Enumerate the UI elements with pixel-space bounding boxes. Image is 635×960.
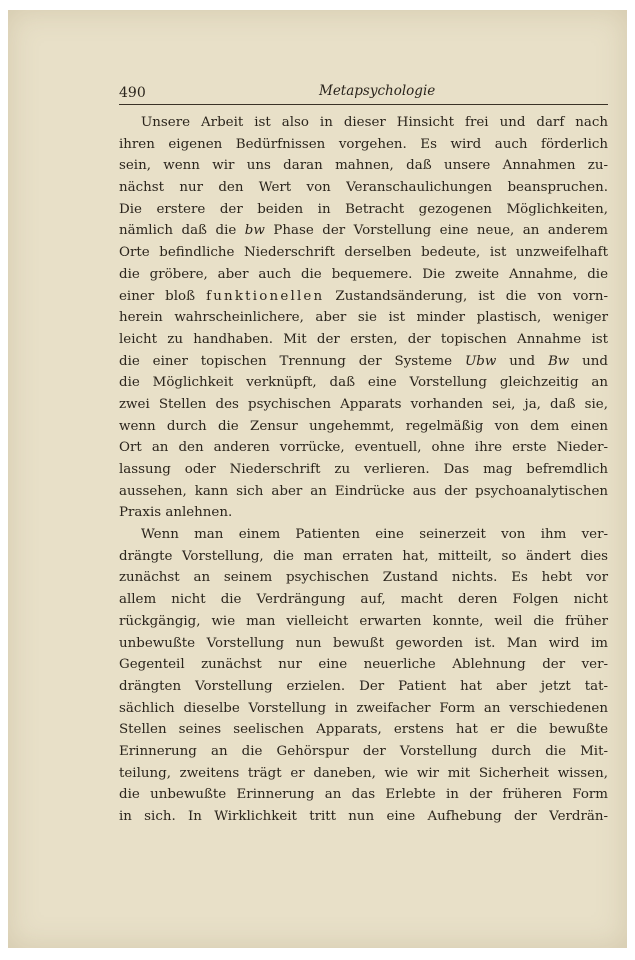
text-line: zunächst an seinem psychischen Zustand nichts. Es hebt vor	[119, 570, 608, 586]
text-line	[119, 351, 608, 373]
text-line	[119, 286, 608, 308]
text-line: unbewußte Vorstellung nun bewußt geworden ist. Man wird im	[119, 635, 608, 651]
text-line: Ort an den anderen vorrücke, eventuell, ohne ihre erste Nieder-	[119, 440, 608, 456]
text-line: leicht zu handhaben. Mit der ersten, der topischen Annahme ist	[119, 331, 608, 347]
text-line: Orte befindliche Niederschrift derselben bedeute, ist unzweifelhaft	[119, 245, 608, 261]
text-line: Erinnerung an die Gehörspur der Vorstellung durch die Mit-	[119, 743, 608, 759]
text-line: rückgängig, wie man vielleicht erwarten konnte, weil die früher	[119, 613, 608, 629]
text-line	[119, 220, 608, 242]
spaced-term: funktionellen	[206, 288, 325, 304]
italic-term: Bw	[547, 353, 570, 369]
text-line: lassung oder Niederschrift zu verlieren. Das mag befremdlich	[119, 462, 608, 477]
text-segment: Phase der Vorstellung eine neue, an anderem	[264, 223, 608, 239]
text-line: drängte Vorstellung, die man erraten hat, mitteilt, so ändert dies	[119, 548, 608, 564]
text-line: Praxis anlehnen.	[119, 505, 233, 521]
book-page	[8, 10, 627, 948]
paragraph-1	[119, 112, 608, 524]
text-line: allem nicht die Verdrängung auf, macht deren Folgen nicht	[119, 592, 608, 608]
text-line: die Möglichkeit verknüpft, daß eine Vorstellung gleichzeitig an	[119, 375, 608, 391]
text-line: nächst nur den Wert von Veranschaulichungen beanspruchen.	[119, 180, 608, 196]
text-line: drängten Vorstellung erzielen. Der Patient hat aber jetzt tat-	[119, 678, 608, 694]
text-segment: Zustandsänderung, ist die von vorn-	[324, 288, 609, 304]
text-segment: einer bloß	[119, 288, 207, 304]
text-line: sein, wenn wir uns daran mahnen, daß unsere Annahmen zu-	[119, 158, 608, 174]
text-line: die unbewußte Erinnerung an das Erlebte in der früheren Form	[119, 787, 608, 803]
text-line: Die erstere der beiden in Betracht gezogenen Möglichkeiten,	[119, 201, 608, 217]
text-line: Stellen seines seelischen Apparats, erstens hat er die bewußte	[119, 722, 608, 738]
page-number: 490	[119, 85, 146, 101]
paragraph-2	[119, 524, 608, 828]
text-line: Gegenteil zunächst nur eine neuerliche Ablehnung der ver-	[119, 657, 608, 673]
header-rule	[119, 104, 608, 105]
italic-term: Ubw	[464, 353, 497, 369]
text-line: die gröbere, aber auch die bequemere. Die zweite Annahme, die	[119, 266, 608, 282]
text-line: in sich. In Wirklichkeit tritt nun eine Aufhebung der Verdrän-	[119, 809, 608, 824]
text-line: aussehen, kann sich aber an Eindrücke aus der psychoanalytischen	[119, 483, 608, 499]
text-line: teilung, zweitens trägt er daneben, wie wir mit Sicherheit wissen,	[119, 765, 608, 781]
text-segment: nämlich daß die	[119, 223, 245, 239]
italic-term: bw	[244, 223, 265, 239]
text-line: Wenn man einem Patienten eine seinerzeit von ihm ver-	[141, 527, 608, 543]
text-line: Unsere Arbeit ist also in dieser Hinsicht frei und darf nach	[141, 115, 608, 130]
text-segment: und	[496, 353, 548, 369]
text-line: herein wahrscheinlichere, aber sie ist minder plastisch, weniger	[119, 310, 608, 326]
text-segment: die einer topischen Trennung der Systeme	[119, 353, 465, 369]
text-segment: und	[569, 353, 608, 369]
page-header	[119, 83, 608, 103]
text-line: ihren eigenen Bedürfnissen vorgehen. Es wird auch förderlich	[119, 136, 608, 152]
text-line: wenn durch die Zensur ungehemmt, regelmäßig von dem einen	[119, 418, 608, 434]
body-text	[119, 112, 608, 828]
text-line: zwei Stellen des psychischen Apparats vorhanden sei, ja, daß sie,	[119, 396, 608, 412]
text-line: sächlich dieselbe Vorstellung in zweifacher Form an verschiedenen	[119, 700, 608, 716]
running-title: Metapsychologie	[319, 83, 436, 99]
